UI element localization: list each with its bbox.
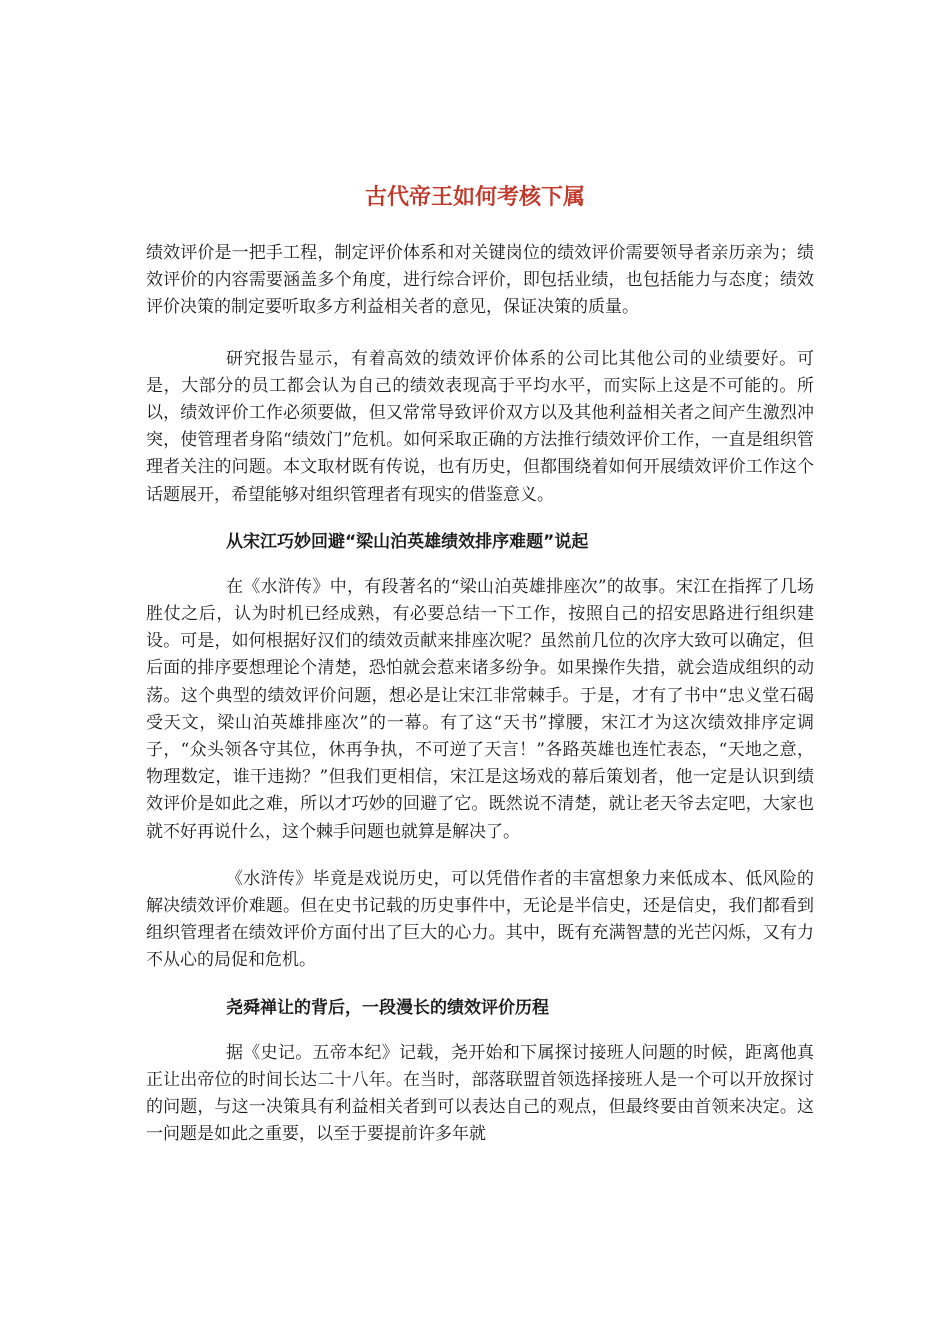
section-heading-yaoshun: 尧舜禅让的背后，一段漫长的绩效评价历程: [226, 997, 549, 1018]
section-heading-songjiang: 从宋江巧妙回避“梁山泊英雄绩效排序难题”说起: [226, 531, 589, 552]
paragraph-history: 《水浒传》毕竟是戏说历史，可以凭借作者的丰富想象力来低成本、低风险的解决绩效评价难题。但在史书记载的历史事件中，无论是半信史，还是信史，我们都看到组织管理者在绩效评价方面付出了巨大的心力。其中，既有充满智慧的光芒闪烁，又有力不从心的局促和危机。: [146, 868, 814, 971]
paragraph-shuihu-story: 在《水浒传》中，有段著名的“梁山泊英雄排座次”的故事。宋江在指挥了几场胜仗之后，认为时机已经成熟，有必要总结一下工作，按照自己的招安思路进行组织建设。可是，如何根据好汉们的绩效贡献来排座次呢？虽然前几位的次序大致可以确定，但后面的排序要想理论个清楚，恐怕就会惹来诸多纷争。如果操作失措，就会造成组织的动荡。这个典型的绩效评价问题，想必是让宋江非常棘手。于是，才有了书中“忠义堂石碣受天文，梁山泊英雄排座次”的一幕。有了这“天书”撑腰，宋江才为这次绩效排序定调子，“众头领各守其位，休再争执，不可逆了天言！”各路英雄也连忙表态，“天地之意，物理数定，谁干违拗？”但我们更相信，宋江是这场戏的幕后策划者，他一定是认识到绩效评价是如此之难，所以才巧妙的回避了它。既然说不清楚，就让老天爷去定吧，大家也就不好再说什么，这个棘手问题也就算是解决了。: [146, 576, 814, 842]
paragraph-research: 研究报告显示，有着高效的绩效评价体系的公司比其他公司的业绩要好。可是，大部分的员工都会认为自己的绩效表现高于平均水平，而实际上这是不可能的。所以，绩效评价工作必须要做，但又常常导致评价双方以及其他利益相关者之间产生激烈冲突，使管理者身陷“绩效门”危机。如何采取正确的方法推行绩效评价工作，一直是组织管理者关注的问题。本文取材既有传说，也有历史，但都围绕着如何开展绩效评价工作这个话题展开，希望能够对组织管理者有现实的借鉴意义。: [146, 348, 814, 505]
document-body: [146, 240, 814, 1148]
document-title: 古代帝王如何考核下属: [364, 185, 585, 210]
paragraph-shiji: 据《史记。五帝本纪》记载，尧开始和下属探讨接班人问题的时候，距离他真正让出帝位的时间长达二十八年。在当时，部落联盟首领选择接班人是一个可以开放探讨的问题，与这一决策具有利益相关者到可以表达自己的观点，但最终要由首领来决定。这一问题是如此之重要，以至于要提前许多年就: [146, 1042, 814, 1145]
paragraph-intro: 绩效评价是一把手工程，制定评价体系和对关键岗位的绩效评价需要领导者亲历亲为；绩效评价的内容需要涵盖多个角度，进行综合评价，即包括业绩，也包括能力与态度；绩效评价决策的制定要听取多方利益相关者的意见，保证决策的质量。: [146, 243, 814, 318]
